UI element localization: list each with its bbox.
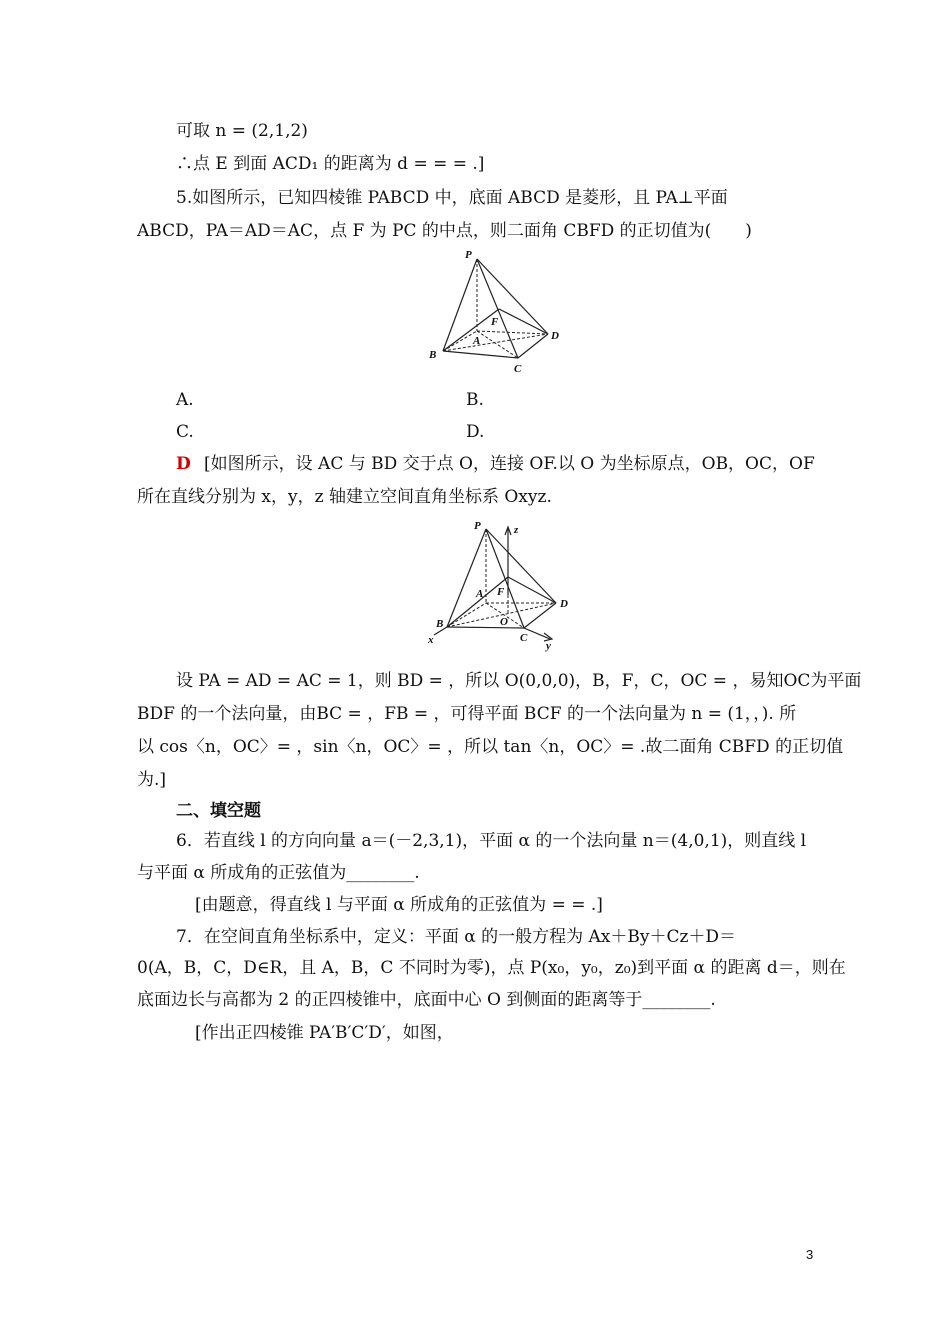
text-line: [如图所示，设 AC 与 BD 交于点 O，连接 OF.以 O 为坐标原点，OB，OC，OF: [204, 454, 815, 474]
edge: [508, 577, 556, 603]
fig-label: x: [428, 634, 434, 646]
fig-label: y: [546, 640, 551, 652]
edge: [447, 529, 486, 627]
choice-d: D.: [466, 422, 485, 442]
text-line: 所在直线分别为 x，y，z 轴建立空间直角坐标系 Oxyz.: [137, 487, 552, 507]
text-line: 设 PA = AD = AC = 1，则 BD = ，所以 O(0,0,0)，B，F，C，OC = ，易知OC为平面: [176, 671, 862, 691]
fig-label: F: [497, 586, 505, 598]
pyramid-figure-2: [420, 515, 590, 655]
answer-label: D: [176, 454, 191, 474]
fig-label: D: [551, 330, 559, 342]
fig-label: P: [465, 249, 472, 261]
edge: [518, 334, 548, 358]
edge: [477, 259, 518, 358]
text-line: ABCD，PA＝AD＝AC，点 F 为 PC 的中点，则二面角 CBFD 的正切值为( ): [137, 221, 752, 241]
text-line: 底面边长与高都为 2 的正四棱锥中，底面中心 O 到侧面的距离等于________.: [137, 990, 716, 1010]
fig-label: C: [514, 363, 522, 375]
text-line: 0(A，B，C，D∈R，且 A，B，C 不同时为零)，点 P(x₀，y₀，z₀)到平面 α 的距离 d＝，则在: [137, 958, 846, 978]
text-line: 以 cos〈n，OC〉= ，sin〈n，OC〉= ，所以 tan〈n，OC〉= .故二面角 CBFD 的正切值: [137, 737, 844, 757]
edge: [447, 577, 508, 627]
hidden-edge: [447, 603, 486, 627]
problem-6: 6．若直线 l 的方向向量 a＝(－2,3,1)，平面 α 的一个法向量 n＝(4,0,1)，则直线 l: [176, 831, 807, 851]
fig-label: F: [491, 316, 499, 328]
edge: [477, 259, 548, 334]
fig-label: C: [520, 632, 528, 644]
fig-label: B: [436, 618, 444, 630]
problem-7: 7．在空间直角坐标系中，定义：平面 α 的一般方程为 Ax＋By＋Cz＋D＝: [176, 927, 737, 947]
fig-label: D: [560, 598, 568, 610]
edge: [447, 627, 524, 628]
text-line: [作出正四棱锥 PA′B′C′D′，如图，: [195, 1023, 454, 1043]
text-line: [由题意，得直线 l 与平面 α 所成角的正弦值为 = = .]: [195, 895, 603, 915]
fig-label: A: [476, 588, 484, 600]
text-line: BDF 的一个法向量，由BC = ，FB = ，可得平面 BCF 的一个法向量为 n = (1，，). 所: [137, 704, 797, 724]
text-line: 与平面 α 所成角的正弦值为________.: [137, 863, 420, 883]
text-line: ∴点 E 到面 ACD₁ 的距离为 d = = = .]: [176, 154, 485, 174]
pyramid-figure-1: [415, 245, 575, 380]
fig-label: P: [474, 520, 481, 532]
text-line: 为.]: [137, 770, 167, 790]
fig-label: B: [429, 349, 437, 361]
problem-5: 5.如图所示，已知四棱锥 PABCD 中，底面 ABCD 是菱形，且 PA⊥平面: [176, 188, 728, 208]
fig-label: O: [500, 616, 508, 628]
section-heading: 二、填空题: [176, 801, 261, 821]
page-number: 3: [806, 1247, 814, 1262]
hidden-edge: [443, 334, 548, 351]
edge: [443, 351, 518, 358]
text-line: 可取 n = (2,1,2): [176, 121, 308, 141]
fig-label: A: [473, 335, 481, 347]
fig-label: z: [514, 524, 519, 536]
edge: [443, 259, 477, 351]
y-axis: [524, 628, 550, 639]
choice-c: C.: [176, 422, 194, 442]
hidden-edge: [477, 331, 548, 334]
choice-b: B.: [466, 390, 484, 410]
edge: [486, 529, 524, 628]
choice-a: A.: [176, 390, 194, 410]
